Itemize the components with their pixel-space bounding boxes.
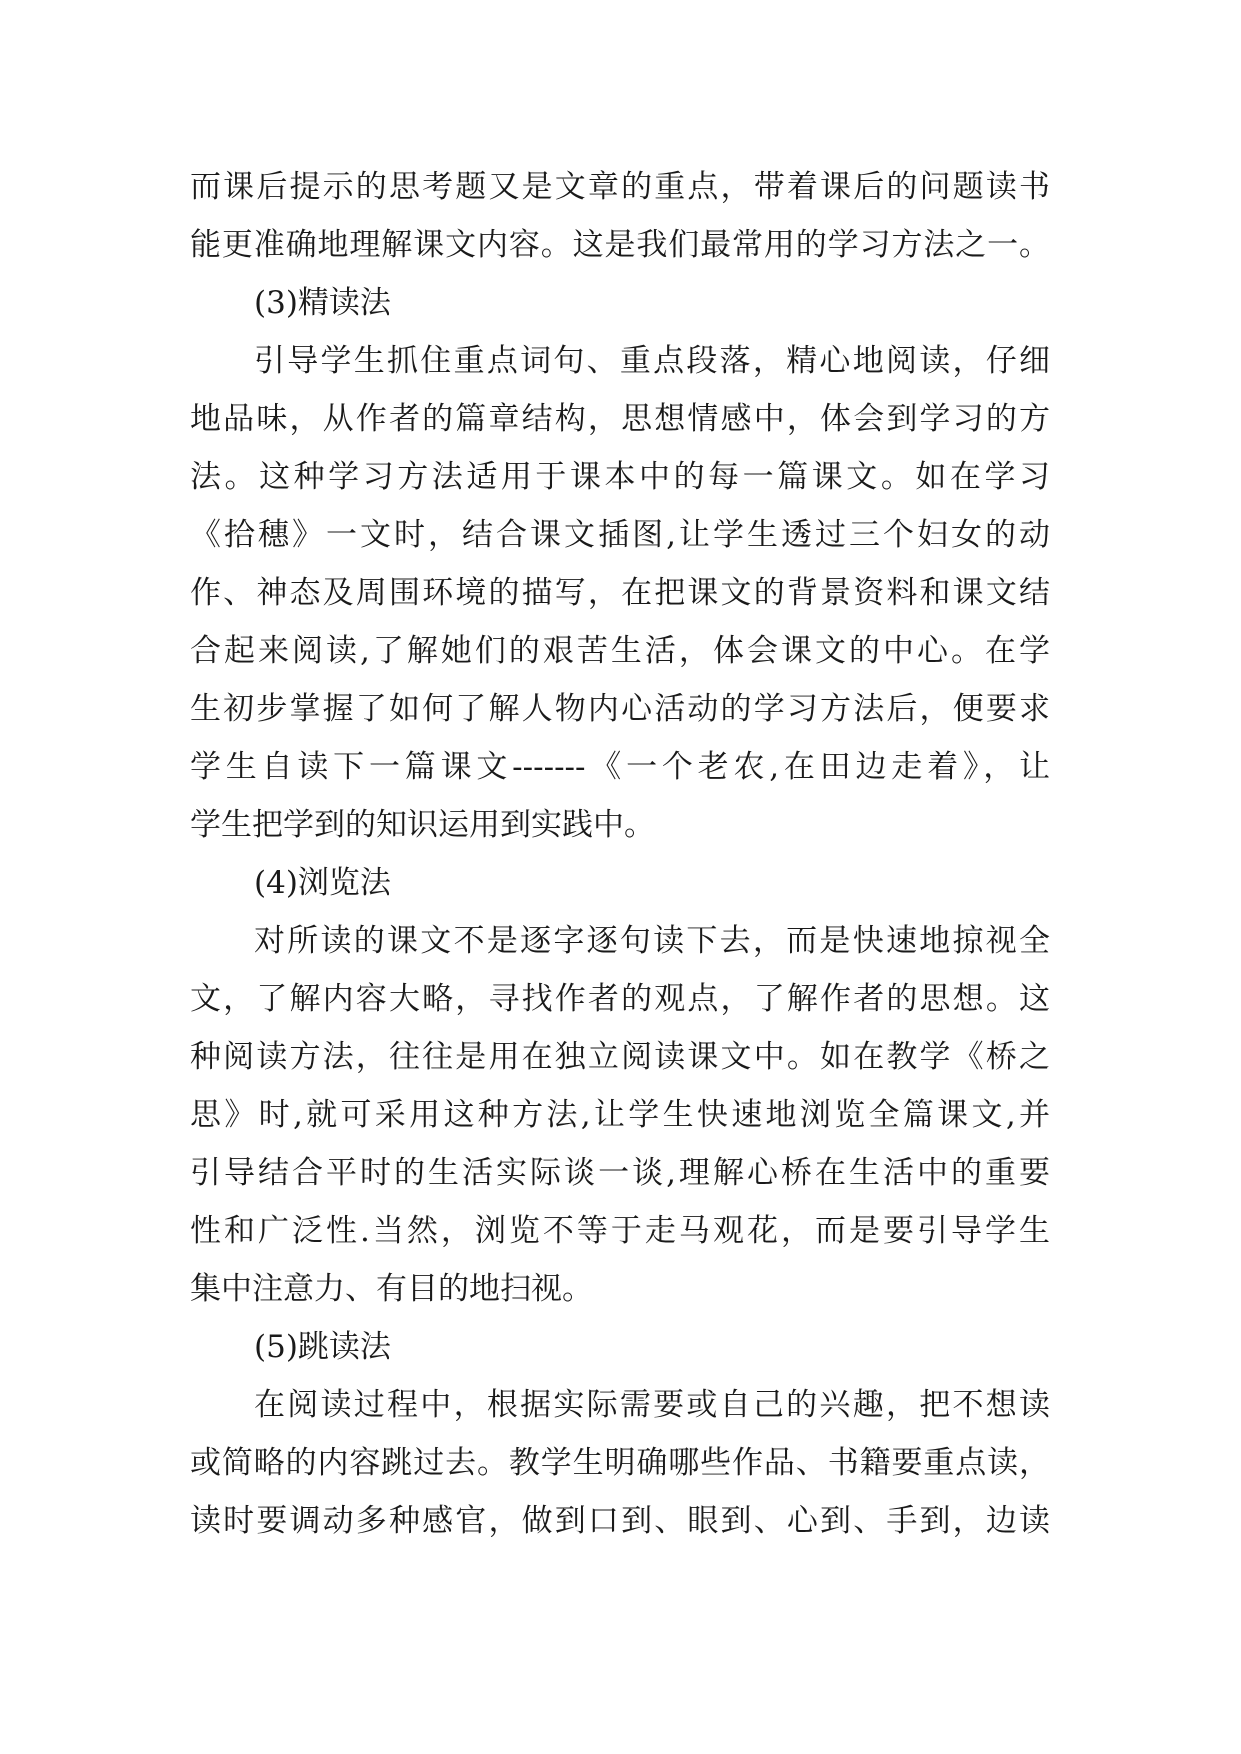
text-line: 性和广泛性.当然，浏览不等于走马观花，而是要引导学生	[190, 1213, 1050, 1249]
text-line: 生初步掌握了如何了解人物内心活动的学习方法后，便要求	[190, 691, 1050, 727]
text-line: 学生把学到的知识运用到实践中。	[190, 807, 655, 843]
text-line: 作、神态及周围环境的描写，在把课文的背景资料和课文结	[190, 575, 1050, 611]
section-heading-5: (5)跳读法	[254, 1329, 391, 1365]
text-line: 法。这种学习方法适用于课本中的每一篇课文。如在学习	[190, 459, 1050, 495]
text-line: 能更准确地理解课文内容。这是我们最常用的学习方法之一。	[190, 227, 1050, 263]
text-line: 文，了解内容大略，寻找作者的观点，了解作者的思想。这	[190, 981, 1050, 1017]
text-line: 合起来阅读,了解她们的艰苦生活，体会课文的中心。在学	[190, 633, 1050, 669]
text-line: 引导学生抓住重点词句、重点段落，精心地阅读，仔细	[254, 343, 1050, 379]
text-line: 对所读的课文不是逐字逐句读下去，而是快速地掠视全	[254, 923, 1050, 959]
text-line: 而课后提示的思考题又是文章的重点，带着课后的问题读书	[190, 169, 1050, 205]
document-body	[190, 158, 1050, 1550]
text-line: 地品味，从作者的篇章结构，思想情感中，体会到学习的方	[190, 401, 1050, 437]
text-line: 在阅读过程中，根据实际需要或自己的兴趣，把不想读	[254, 1387, 1050, 1423]
text-line: 思》时,就可采用这种方法,让学生快速地浏览全篇课文,并	[190, 1097, 1050, 1133]
text-line: 读时要调动多种感官，做到口到、眼到、心到、手到，边读	[190, 1503, 1050, 1539]
section-heading-3: (3)精读法	[254, 285, 391, 321]
text-line: 引导结合平时的生活实际谈一谈,理解心桥在生活中的重要	[190, 1155, 1050, 1191]
text-line: 集中注意力、有目的地扫视。	[190, 1271, 593, 1307]
text-line: 《拾穗》一文时，结合课文插图,让学生透过三个妇女的动	[190, 517, 1050, 553]
text-line: 或简略的内容跳过去。教学生明确哪些作品、书籍要重点读，	[190, 1445, 1050, 1481]
section-heading-4: (4)浏览法	[254, 865, 391, 901]
text-line: 学生自读下一篇课文-------《一个老农,在田边走着》，让	[190, 749, 1050, 785]
text-line: 种阅读方法，往往是用在独立阅读课文中。如在教学《桥之	[190, 1039, 1050, 1075]
